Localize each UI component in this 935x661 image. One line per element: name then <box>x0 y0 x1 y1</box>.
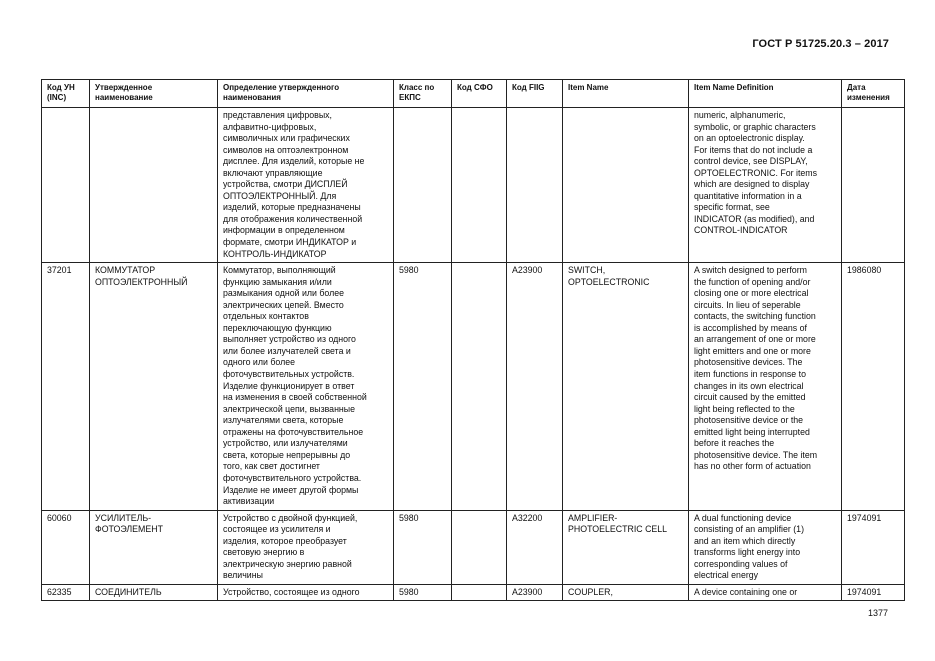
table-row <box>42 510 905 584</box>
cell-fiig-code: A23900 <box>507 263 563 510</box>
table-row <box>42 584 905 601</box>
cell-approved-name: КОММУТАТОР ОПТОЭЛЕКТРОННЫЙ <box>90 263 218 510</box>
cell-inc <box>42 108 90 263</box>
page-number: 1377 <box>867 608 888 618</box>
column-header-approved-name: Утвержденное наименование <box>90 80 218 108</box>
cell-sfo-code <box>452 510 507 584</box>
cell-approved-name: СОЕДИНИТЕЛЬ <box>90 584 218 601</box>
cell-change-date: 1974091 <box>842 584 905 601</box>
table-header-row <box>42 80 905 108</box>
column-header-definition-ru: Определение утвержденного наименования <box>218 80 394 108</box>
cell-change-date: 1974091 <box>842 510 905 584</box>
column-header-item-name: Item Name <box>563 80 689 108</box>
document-standard-code: ГОСТ Р 51725.20.3 – 2017 <box>752 38 889 50</box>
cell-fiig-code <box>507 108 563 263</box>
cell-definition-ru: представления цифровых, алфавитно-цифровых, символичных или графических символов на оптоэлектронном дисплее. Для изделий, которые не включают управляющие устройства, смотри ДИСПЛЕЙ ОПТОЭЛЕКТРОННЫЙ. Для изделий, которые предназначены для отображения количественной информации в определенном формате, смотри ИНДИКАТОР и КОНТРОЛЬ-ИНДИКАТОР <box>218 108 394 263</box>
cell-sfo-code <box>452 108 507 263</box>
cell-inc: 60060 <box>42 510 90 584</box>
cell-ekps-class <box>394 108 452 263</box>
cell-approved-name <box>90 108 218 263</box>
cell-change-date: 1986080 <box>842 263 905 510</box>
cell-inc: 62335 <box>42 584 90 601</box>
column-header-ekps-class: Класс по ЕКПС <box>394 80 452 108</box>
table-row <box>42 108 905 263</box>
cell-definition-ru: Устройство с двойной функцией, состоящее из усилителя и изделия, которое преобразует световую энергию в электрическую энергию равной величины <box>218 510 394 584</box>
column-header-item-definition: Item Name Definition <box>689 80 842 108</box>
cell-fiig-code: A32200 <box>507 510 563 584</box>
table-row <box>42 263 905 510</box>
cell-change-date <box>842 108 905 263</box>
cell-definition-ru: Коммутатор, выполняющий функцию замыкания и/или размыкания одной или более электрических цепей. Вместо отдельных контактов переключающую функцию выполняет устройство из одного или более излучателей света и одного или более фоточувствительных устройств. Изделие функционирует в ответ на изменения в своей собственной электрической цепи, вызванные излучателями света, которые отражены на фоточувствительное устройство, или излучателями света, которые непрерывны до того, как свет достигнет фоточувствительного устройства. Изделие не имеет другой формы активизации <box>218 263 394 510</box>
column-header-sfo-code: Код СФО <box>452 80 507 108</box>
cell-definition-ru: Устройство, состоящее из одного <box>218 584 394 601</box>
cell-ekps-class: 5980 <box>394 510 452 584</box>
cell-sfo-code <box>452 263 507 510</box>
column-header-inc: Код УН (INC) <box>42 80 90 108</box>
cell-approved-name: УСИЛИТЕЛЬ- ФОТОЭЛЕМЕНТ <box>90 510 218 584</box>
cell-item-name: COUPLER, <box>563 584 689 601</box>
cell-item-definition: A switch designed to perform the function of opening and/or closing one or more electrical circuits. In lieu of seperable contacts, the switching function is accomplished by means of an arrangement of one or more light emitters and one or more photosensitive devices. The item functions in response to changes in its own electrical circuit caused by the emitted light being reflected to the photosensitive device or the emitted light being interrupted before it reaches the photosensitive device. The item has no other form of actuation <box>689 263 842 510</box>
cell-inc: 37201 <box>42 263 90 510</box>
nomenclature-table <box>41 79 905 601</box>
cell-item-definition: A dual functioning device consisting of an amplifier (1) and an item which directly transforms light energy into corresponding values of electrical energy <box>689 510 842 584</box>
cell-ekps-class: 5980 <box>394 263 452 510</box>
cell-item-name <box>563 108 689 263</box>
cell-item-definition: A device containing one or <box>689 584 842 601</box>
cell-item-name: SWITCH, OPTOELECTRONIC <box>563 263 689 510</box>
cell-item-definition: numeric, alphanumeric, symbolic, or graphic characters on an optoelectronic display. For items that do not include a control device, see DISPLAY, OPTOELECTRONIC. For items which are designed to display quantitative information in a specific format, see INDICATOR (as modified), and CONTROL-INDICATOR <box>689 108 842 263</box>
cell-fiig-code: A23900 <box>507 584 563 601</box>
cell-ekps-class: 5980 <box>394 584 452 601</box>
cell-sfo-code <box>452 584 507 601</box>
column-header-change-date: Дата изменения <box>842 80 905 108</box>
column-header-fiig-code: Код FIIG <box>507 80 563 108</box>
cell-item-name: AMPLIFIER- PHOTOELECTRIC CELL <box>563 510 689 584</box>
